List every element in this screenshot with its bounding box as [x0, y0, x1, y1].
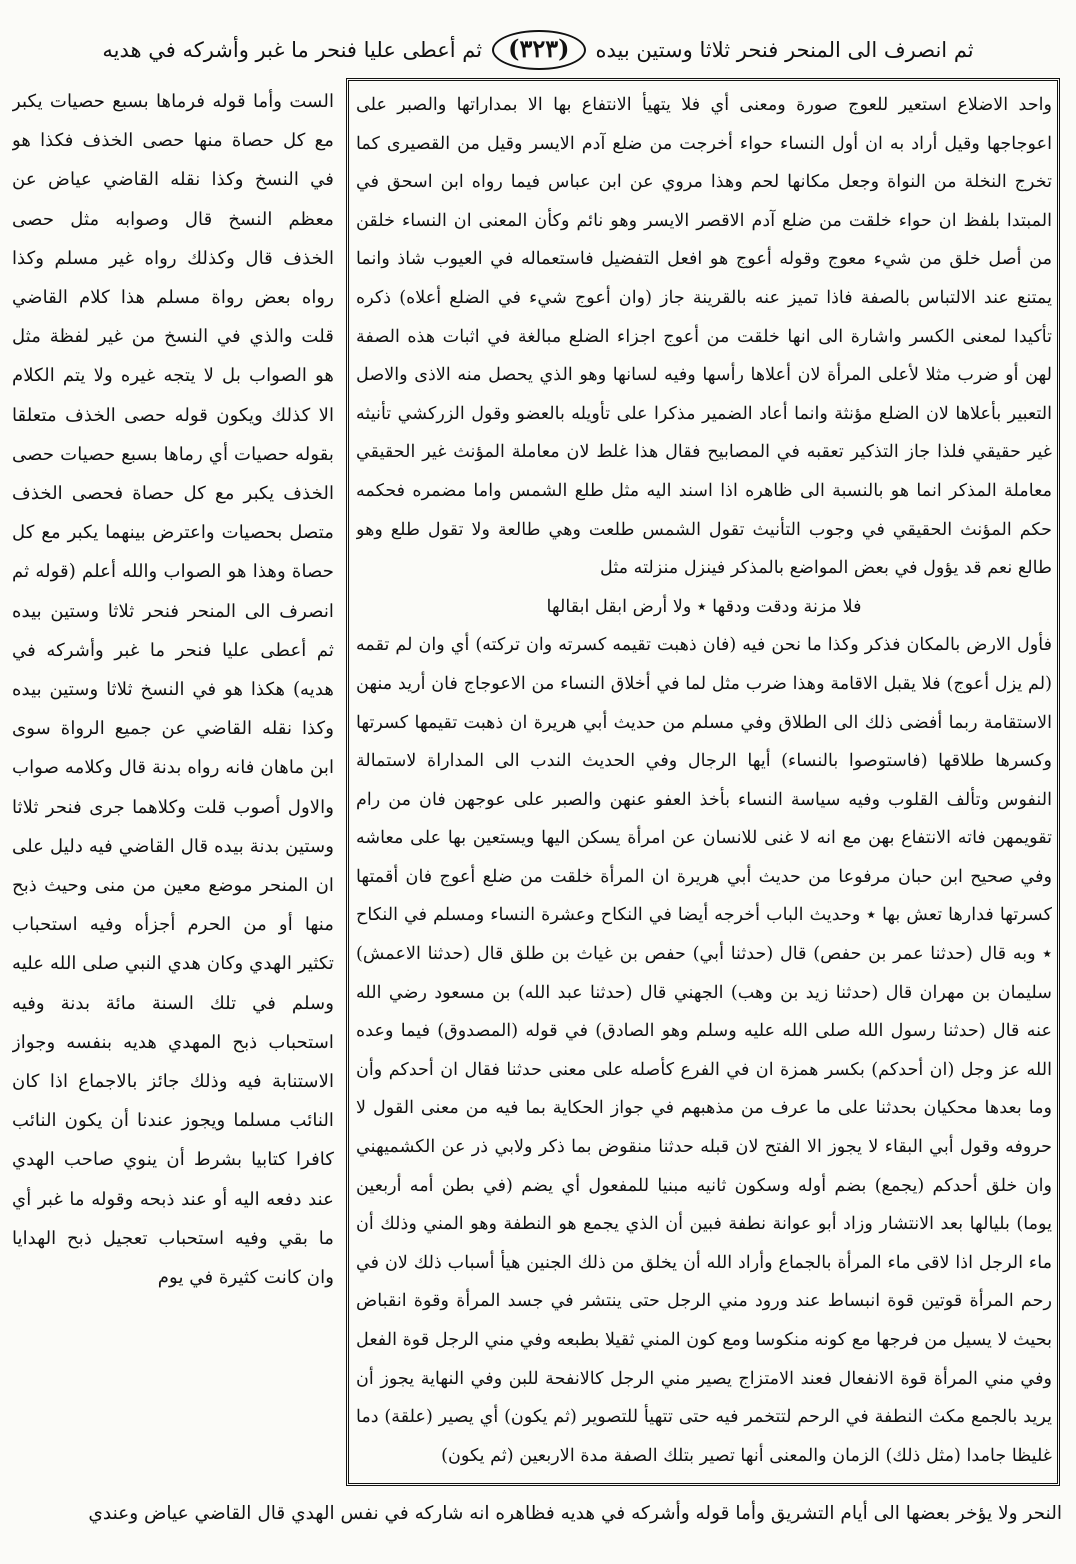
main-paragraph-1: واحد الاضلاع استعير للعوج صورة ومعنى أي فلا يتهيأ الانتفاع بها الا بمداراتها والصبر على اعوجاجها وقيل أراد به ان أول النساء حواء أخرجت من ضلع آدم الايسر وقيل من القصيرى كما تخرج النخلة من النواة وجعل مكانها لحم وهذا مروي عن ابن عباس فيما رواه ابن اسحق في المبتدا بلفظ ان حواء خلقت من ضلع آدم الاقصر الايسر وهو نائم وكأن المعنى ان النساء خلقن من أصل خلق من شيء معوج وقوله أعوج هو افعل التفضيل فاستعماله في العيوب شاذ وانما يمتنع عند الالتباس بالصفة فاذا تميز عنه بالقرينة جاز (وان أعوج شيء في الضلع أعلاه) ذكره تأكيدا لمعنى الكسر واشارة الى انها خلقت من أعوج اجزاء الضلع مبالغة في اثبات هذه الصفة لهن أو ضرب مثلا لأعلى المرأة لان أعلاها رأسها وفيه لسانها وهو الذي يحصل منه الاذى والاصل التعبير بأعلاها لان الضلع مؤنثة وانما أعاد الضمير مذكرا على تأويله بالعضو وقول الزركشي تأنيثه غير حقيقي فلذا جاز التذكير تعقبه في المصابيح فقال هذا غلط لان معاملة المؤنث غير الحقيقي معاملة المذكر انما هو بالنسبة الى ظاهره اذا اسند اليه مثل طلع الشمس واما مضمره فحكمه حكم المؤنث الحقيقي في وجوب التأنيث تقول الشمس طلعت وهي طالعة ولا تقول طلع وهو طالع نعم قد يؤول في بعض المواضع بالمذكر فينزل منزلته مثل — [356, 95, 1052, 579]
page-number: (٣٢٣) — [492, 30, 585, 70]
margin-commentary-column — [12, 82, 334, 1486]
margin-commentary-text: الست وأما قوله فرماها بسبع حصيات يكبر مع كل حصاة منها حصى الخذف فكذا هو في النسخ وكذا نقله القاضي عياض عن معظم النسخ قال وصوابه مثل حصى الخذف قال وكذلك رواه غير مسلم وكذا رواه بعض رواة مسلم هذا كلام القاضي قلت والذي في النسخ من غير لفظة مثل هو الصواب بل لا يتجه غيره ولا يتم الكلام الا كذلك ويكون قوله حصى الخذف متعلقا بقوله حصيات أي رماها بسبع حصيات حصى الخذف يكبر مع كل حصاة فحصى الخذف متصل بحصيات واعترض بينهما يكبر مع كل حصاة وهذا هو الصواب والله أعلم (قوله ثم انصرف الى المنحر فنحر ثلاثا وستين بيده ثم أعطى عليا فنحر ما غبر وأشركه في هديه) هكذا هو في النسخ ثلاثا وستين بيده وكذا نقله القاضي عن جميع الرواة سوى ابن ماهان فانه رواه بدنة قال وكلامه صواب والاول أصوب قلت وكلاهما جرى فنحر ثلاثا وستين بدنة بيده قال القاضي فيه دليل على ان المنحر موضع معين من منى وحيث ذبح منها أو من الحرم أجزأه وفيه استحباب تكثير الهدي وكان هدي النبي صلى الله عليه وسلم في تلك السنة مائة بدنة وفيه استحباب ذبح المهدي هديه بنفسه وجواز الاستنابة فيه وذلك جائز بالاجماع اذا كان النائب مسلما ويجوز عندنا أن يكون النائب كافرا كتابيا بشرط أن ينوي صاحب الهدي عند دفعه اليه أو عند ذبحه وقوله ما غبر أي ما بقي وفيه استحباب تعجيل ذبح الهدايا وان كانت كثيرة في يوم — [12, 91, 334, 1289]
main-column — [356, 86, 1052, 1478]
header-right-text: ثم انصرف الى المنحر فنحر ثلاثا وستين بيده — [595, 38, 974, 62]
footer-continuation-line: النحر ولا يؤخر بعضها الى أيام التشريق وأما قوله وأشركه في هديه فظاهره انه شاركه في نفس الهدي قال القاضي عياض وعندي — [88, 1503, 1062, 1524]
running-header — [14, 28, 1062, 72]
main-paragraph-2: فأول الارض بالمكان فذكر وكذا ما نحن فيه (فان ذهبت تقيمه كسرته وان تركته) أي وان لم تقمه (لم يزل أعوج) فلا يقبل الاقامة وهذا ضرب مثل لما في أخلاق النساء من الاعوجاج فان أريد منهن الاستقامة ربما أفضى ذلك الى الطلاق وفي مسلم من حديث أبي هريرة ان ذهبت تقيمها كسرتها وكسرها طلاقها (فاستوصوا بالنساء) أيها الرجال وفي الحديث الندب الى المداراة لاستمالة النفوس وتألف القلوب وفيه سياسة النساء بأخذ العفو عنهن والصبر على عوجهن فان من رام تقويمهن فاته الانتفاع بهن مع انه لا غنى للانسان عن امرأة يسكن اليها ويستعين بها على معاشه وفي صحيح ابن حبان مرفوعا من حديث أبي هريرة ان المرأة خلقت من ضلع أعوج فان أقمتها كسرتها فدارها تعش بها ٭ وحديث الباب أخرجه أيضا في النكاح وعشرة النساء ومسلم في النكاح ٭ وبه قال (حدثنا عمر بن حفص) قال (حدثنا أبي) حفص بن غياث بن طلق قال (حدثنا الاعمش) سليمان بن مهران قال (حدثنا زيد بن وهب) الجهني قال (حدثنا عبد الله) بن مسعود رضي الله عنه قال (حدثنا رسول الله صلى الله عليه وسلم وهو الصادق) في قوله (المصدوق) فيما وعده الله عز وجل (ان أحدكم) بكسر همزة ان في الفرع كأصله على معنى حدثنا فقال ان أحدكم وأن وما بعدها محكيان بحدثنا على ما عرف من مذهبهم في جواز الحكاية بما فيه من معنى القول لا حروفه وقول أبي البقاء لا يجوز الا الفتح لان قبله حدثنا منقوض بما ذكر ولابي ذر عن الكشميهني وان خلق أحدكم (يجمع) بضم أوله وسكون ثانيه مبنيا للمفعول أي يضم (في بطن أمه أربعين يوما) بليالها بعد الانتشار وزاد أبو عوانة نطفة فبين أن الذي يجمع هو النطفة وهو المني وذلك أن ماء الرجل اذا لاقى ماء المرأة بالجماع وأراد الله أن يخلق من ذلك الجنين هيأ أسباب ذلك لان في رحم المرأة قوتين قوة انبساط عند ورود مني الرجل حتى ينتشر في جسد المرأة وقوة انقباض بحيث لا يسيل من فرجها مع كونه منكوسا ومع كون المني ثقيلا بطبعه وفي مني الرجل قوة الفعل وفي مني المرأة قوة الانفعال فعند الامتزاج يصير مني الرجل كالانفحة للبن وفي النهاية يجوز أن يريد بالجمع مكث النطفة في الرحم لتتخمر فيه حتى تتهيأ للتصوير (ثم يكون) أي يصير (علقة) دما غليظا جامدا (مثل ذلك) الزمان والمعنى أنها تصير بتلك الصفة مدة الاربعين (ثم يكون) — [356, 635, 1052, 1466]
header-left-text: ثم أعطى عليا فنحر ما غبر وأشركه في هديه — [102, 38, 483, 62]
poetry-verse: فلا مزنة ودقت ودقها ٭ ولا أرض ابقل ابقالها — [546, 596, 862, 617]
